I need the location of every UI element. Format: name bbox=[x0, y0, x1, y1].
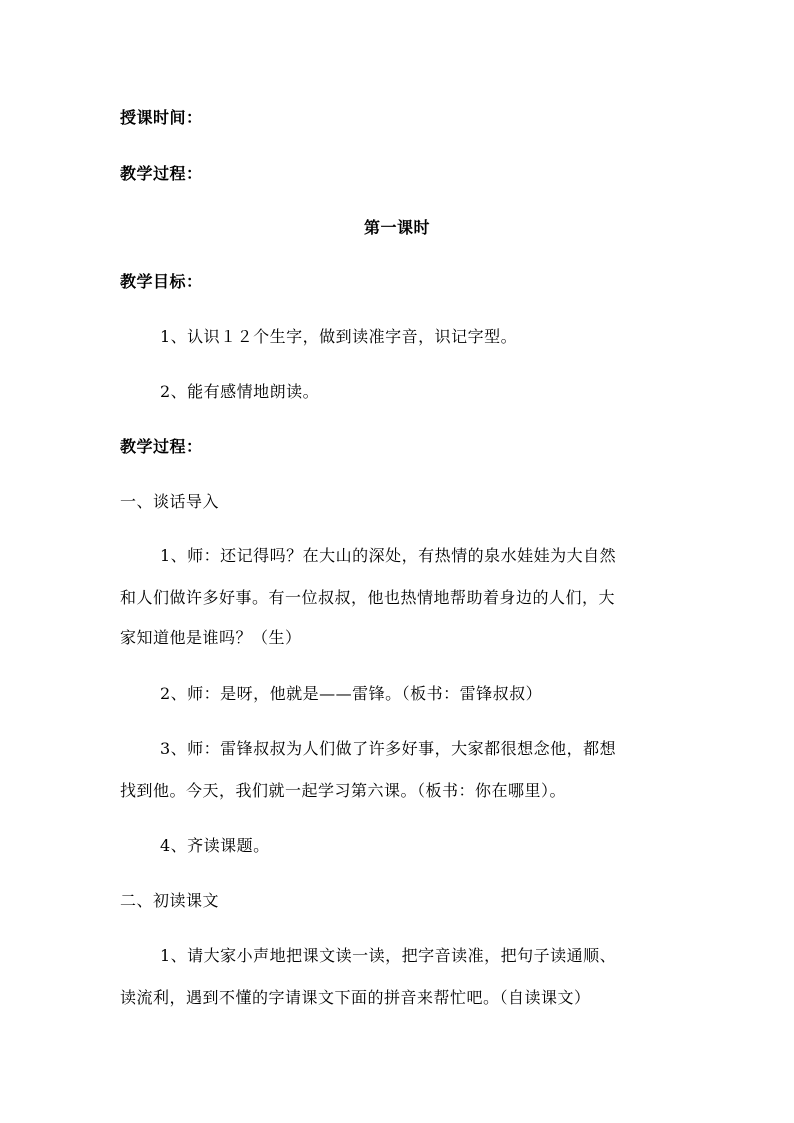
paragraph-line: 读流利，遇到不懂的字请课文下面的拼音来帮忙吧。（自读课文） bbox=[120, 988, 591, 1007]
teaching-process-label: 教学过程： bbox=[120, 164, 203, 183]
paragraph-line: 和人们做许多好事。有一位叔叔，他也热情地帮助着身边的人们，大 bbox=[120, 588, 616, 607]
lesson-title: 第一课时 bbox=[363, 218, 430, 237]
section-heading: 一、谈话导入 bbox=[120, 492, 220, 511]
paragraph-line: 1、请大家小声地把课文读一读，把字音读准，把句子读通顺、 bbox=[160, 946, 617, 965]
teaching-time-label: 授课时间： bbox=[120, 108, 203, 127]
paragraph-line: 家知道他是谁吗？（生） bbox=[120, 628, 302, 647]
paragraph-line: 1、师：还记得吗？在大山的深处，有热情的泉水娃娃为大自然 bbox=[160, 546, 617, 565]
section-heading: 二、初读课文 bbox=[120, 891, 220, 910]
objective-item: 2、能有感情地朗读。 bbox=[160, 382, 320, 401]
paragraph-line: 找到他。今天，我们就一起学习第六课。（板书：你在哪里）。 bbox=[120, 781, 567, 800]
paragraph-line: 3、师：雷锋叔叔为人们做了许多好事，大家都很想念他，都想 bbox=[160, 739, 617, 758]
teaching-process-label: 教学过程： bbox=[120, 437, 203, 456]
paragraph-line: 4、齐读课题。 bbox=[160, 836, 270, 855]
objectives-label: 教学目标： bbox=[120, 272, 203, 291]
objective-item: 1、认识１２个生字，做到读准字音，识记字型。 bbox=[160, 327, 518, 346]
paragraph-line: 2、师：是呀，他就是——雷锋。（板书：雷锋叔叔） bbox=[160, 684, 543, 703]
